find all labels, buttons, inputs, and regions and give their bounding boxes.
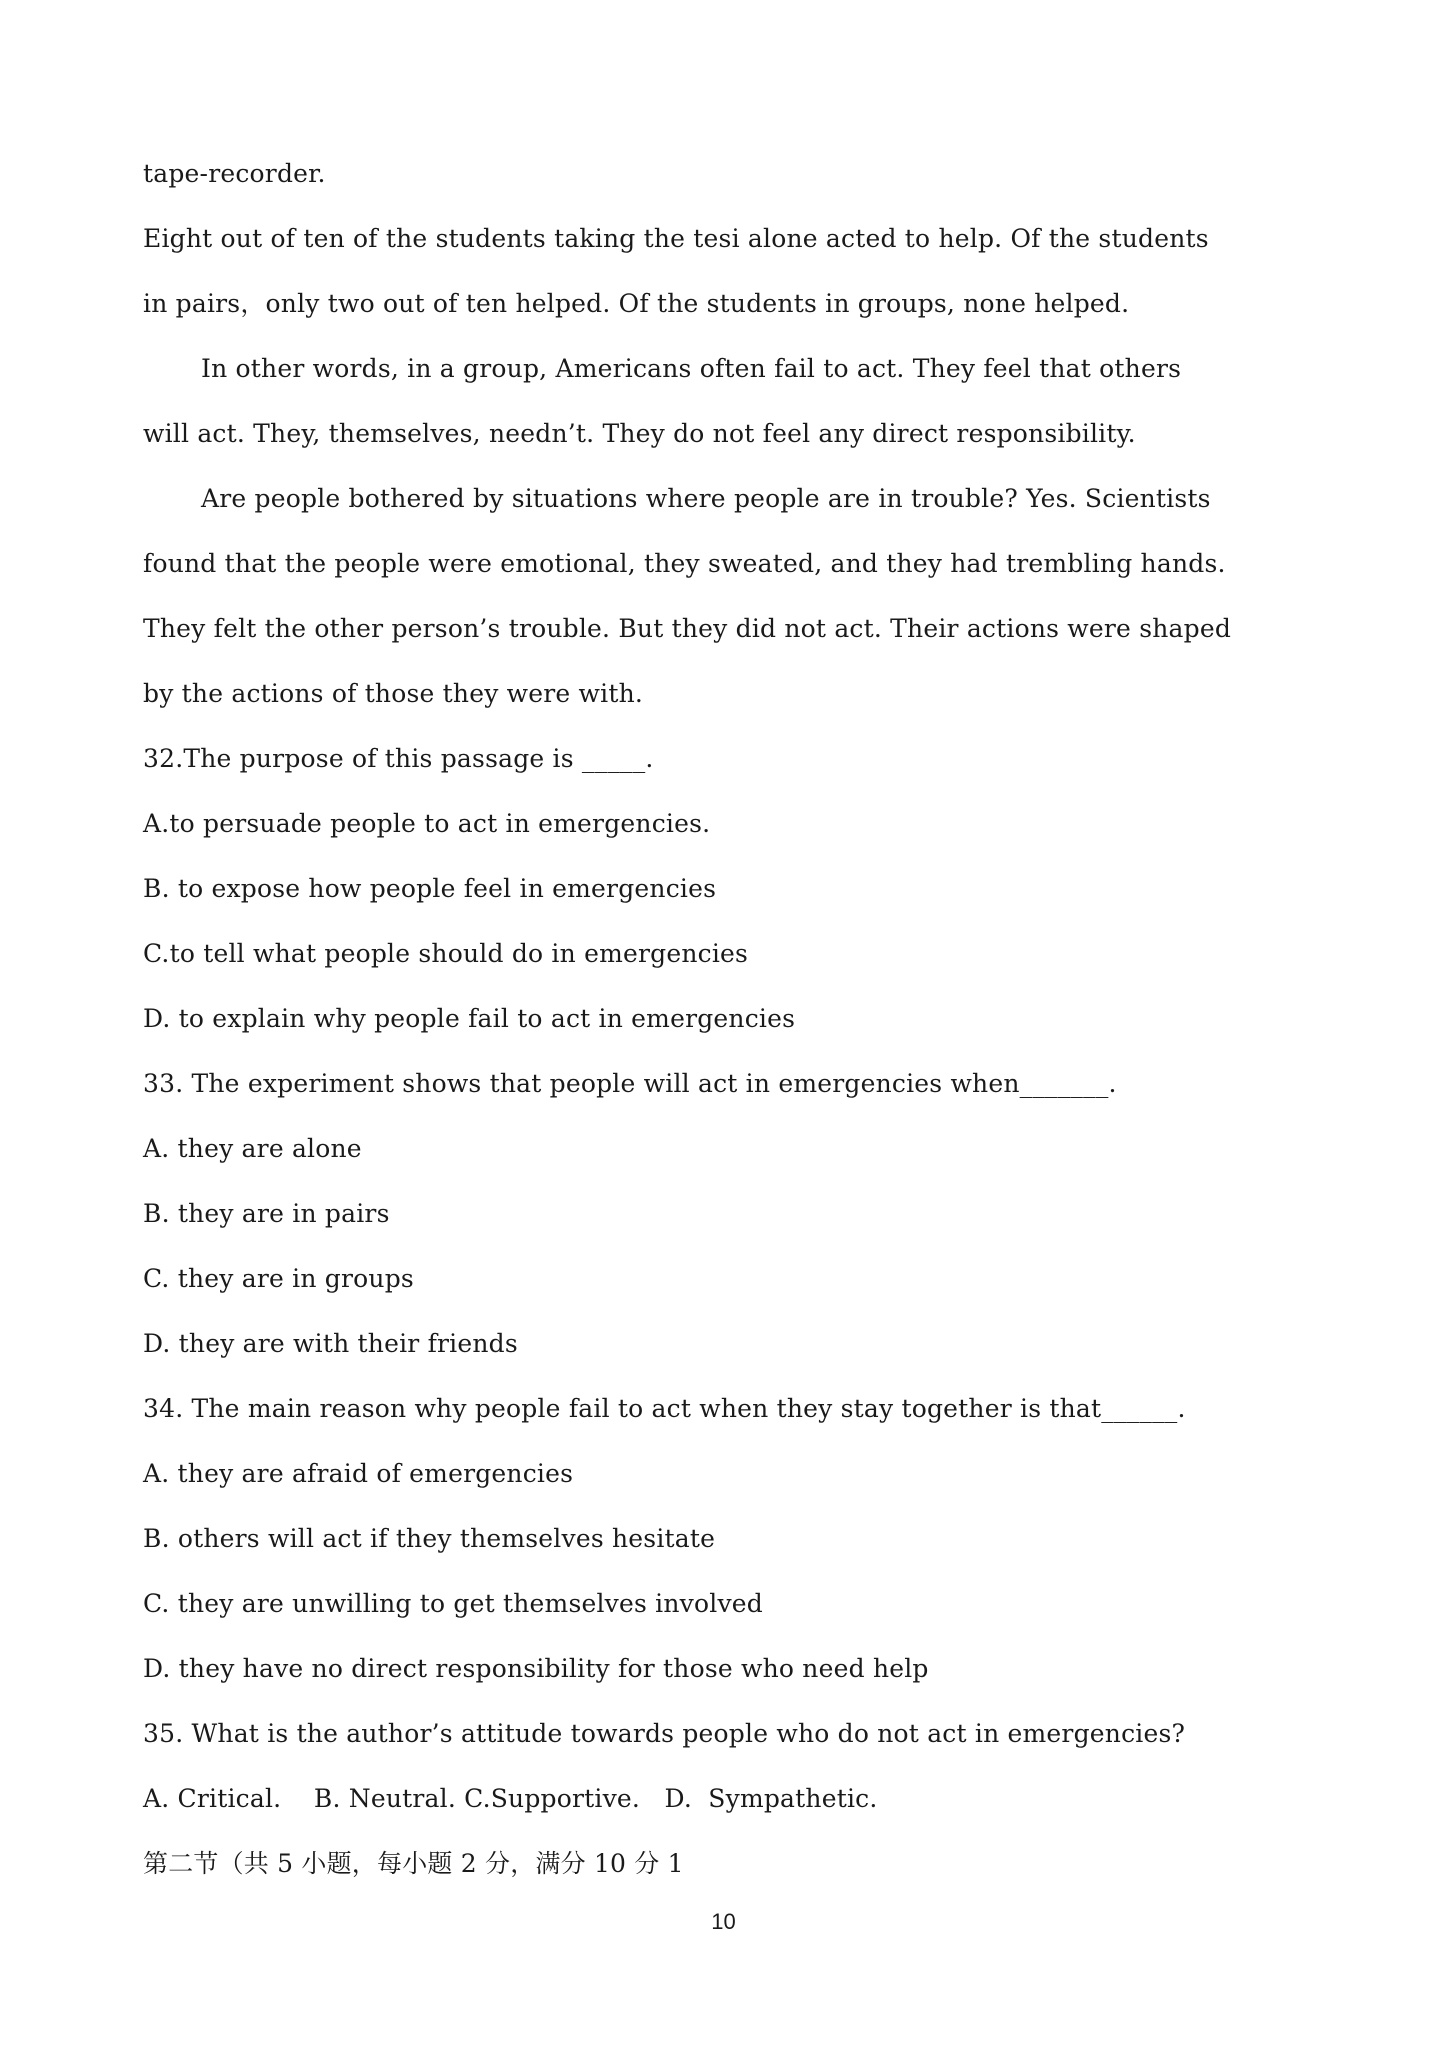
question-option: C.to tell what people should do in emergencies <box>143 939 749 968</box>
passage-line: found that the people were emotional, they sweated, and they had trembling hands. <box>143 549 1226 578</box>
question-option: A. they are alone <box>143 1134 362 1163</box>
passage-line: Are people bothered by situations where people are in trouble? Yes. Scientists <box>201 484 1211 513</box>
question-option: D. they have no direct responsibility for those who need help <box>143 1654 929 1683</box>
passage-line: by the actions of those they were with. <box>143 679 644 708</box>
question-option: B. they are in pairs <box>143 1199 390 1228</box>
passage-line: Eight out of ten of the students taking the tesi alone acted to help. Of the students <box>143 224 1209 253</box>
question-stem: 32.The purpose of this passage is _____. <box>143 744 654 773</box>
question-option: C. they are in groups <box>143 1264 414 1293</box>
passage-line: will act. They, themselves, needn’t. They do not feel any direct responsibility. <box>143 419 1136 448</box>
question-option: C. they are unwilling to get themselves involved <box>143 1589 763 1618</box>
question-stem: 34. The main reason why people fail to act when they stay together is that______. <box>143 1394 1186 1423</box>
passage-line: In other words, in a group, Americans often fail to act. They feel that others <box>201 354 1182 383</box>
question-option: B. others will act if they themselves hesitate <box>143 1524 716 1553</box>
page-number: 10 <box>711 1909 736 1934</box>
passage-line: in pairs，only two out of ten helped. Of the students in groups, none helped. <box>143 289 1130 318</box>
question-option: B. to expose how people feel in emergencies <box>143 874 717 903</box>
section-heading: 第二节（共 5 小题，每小题 2 分，满分 10 分 1 <box>143 1849 684 1878</box>
question-option: D. they are with their friends <box>143 1329 518 1358</box>
passage-line: They felt the other person’s trouble. But they did not act. Their actions were shaped <box>143 614 1232 643</box>
question-options-inline: A. Critical. B. Neutral. C.Supportive. D. Sympathetic. <box>143 1784 878 1813</box>
question-option: A. they are afraid of emergencies <box>143 1459 574 1488</box>
question-option: A.to persuade people to act in emergencies. <box>143 809 711 838</box>
question-stem: 35. What is the author’s attitude towards people who do not act in emergencies? <box>143 1719 1186 1748</box>
question-option: D. to explain why people fail to act in emergencies <box>143 1004 796 1033</box>
passage-line: tape-recorder. <box>143 159 326 188</box>
question-stem: 33. The experiment shows that people will act in emergencies when_______. <box>143 1069 1117 1098</box>
